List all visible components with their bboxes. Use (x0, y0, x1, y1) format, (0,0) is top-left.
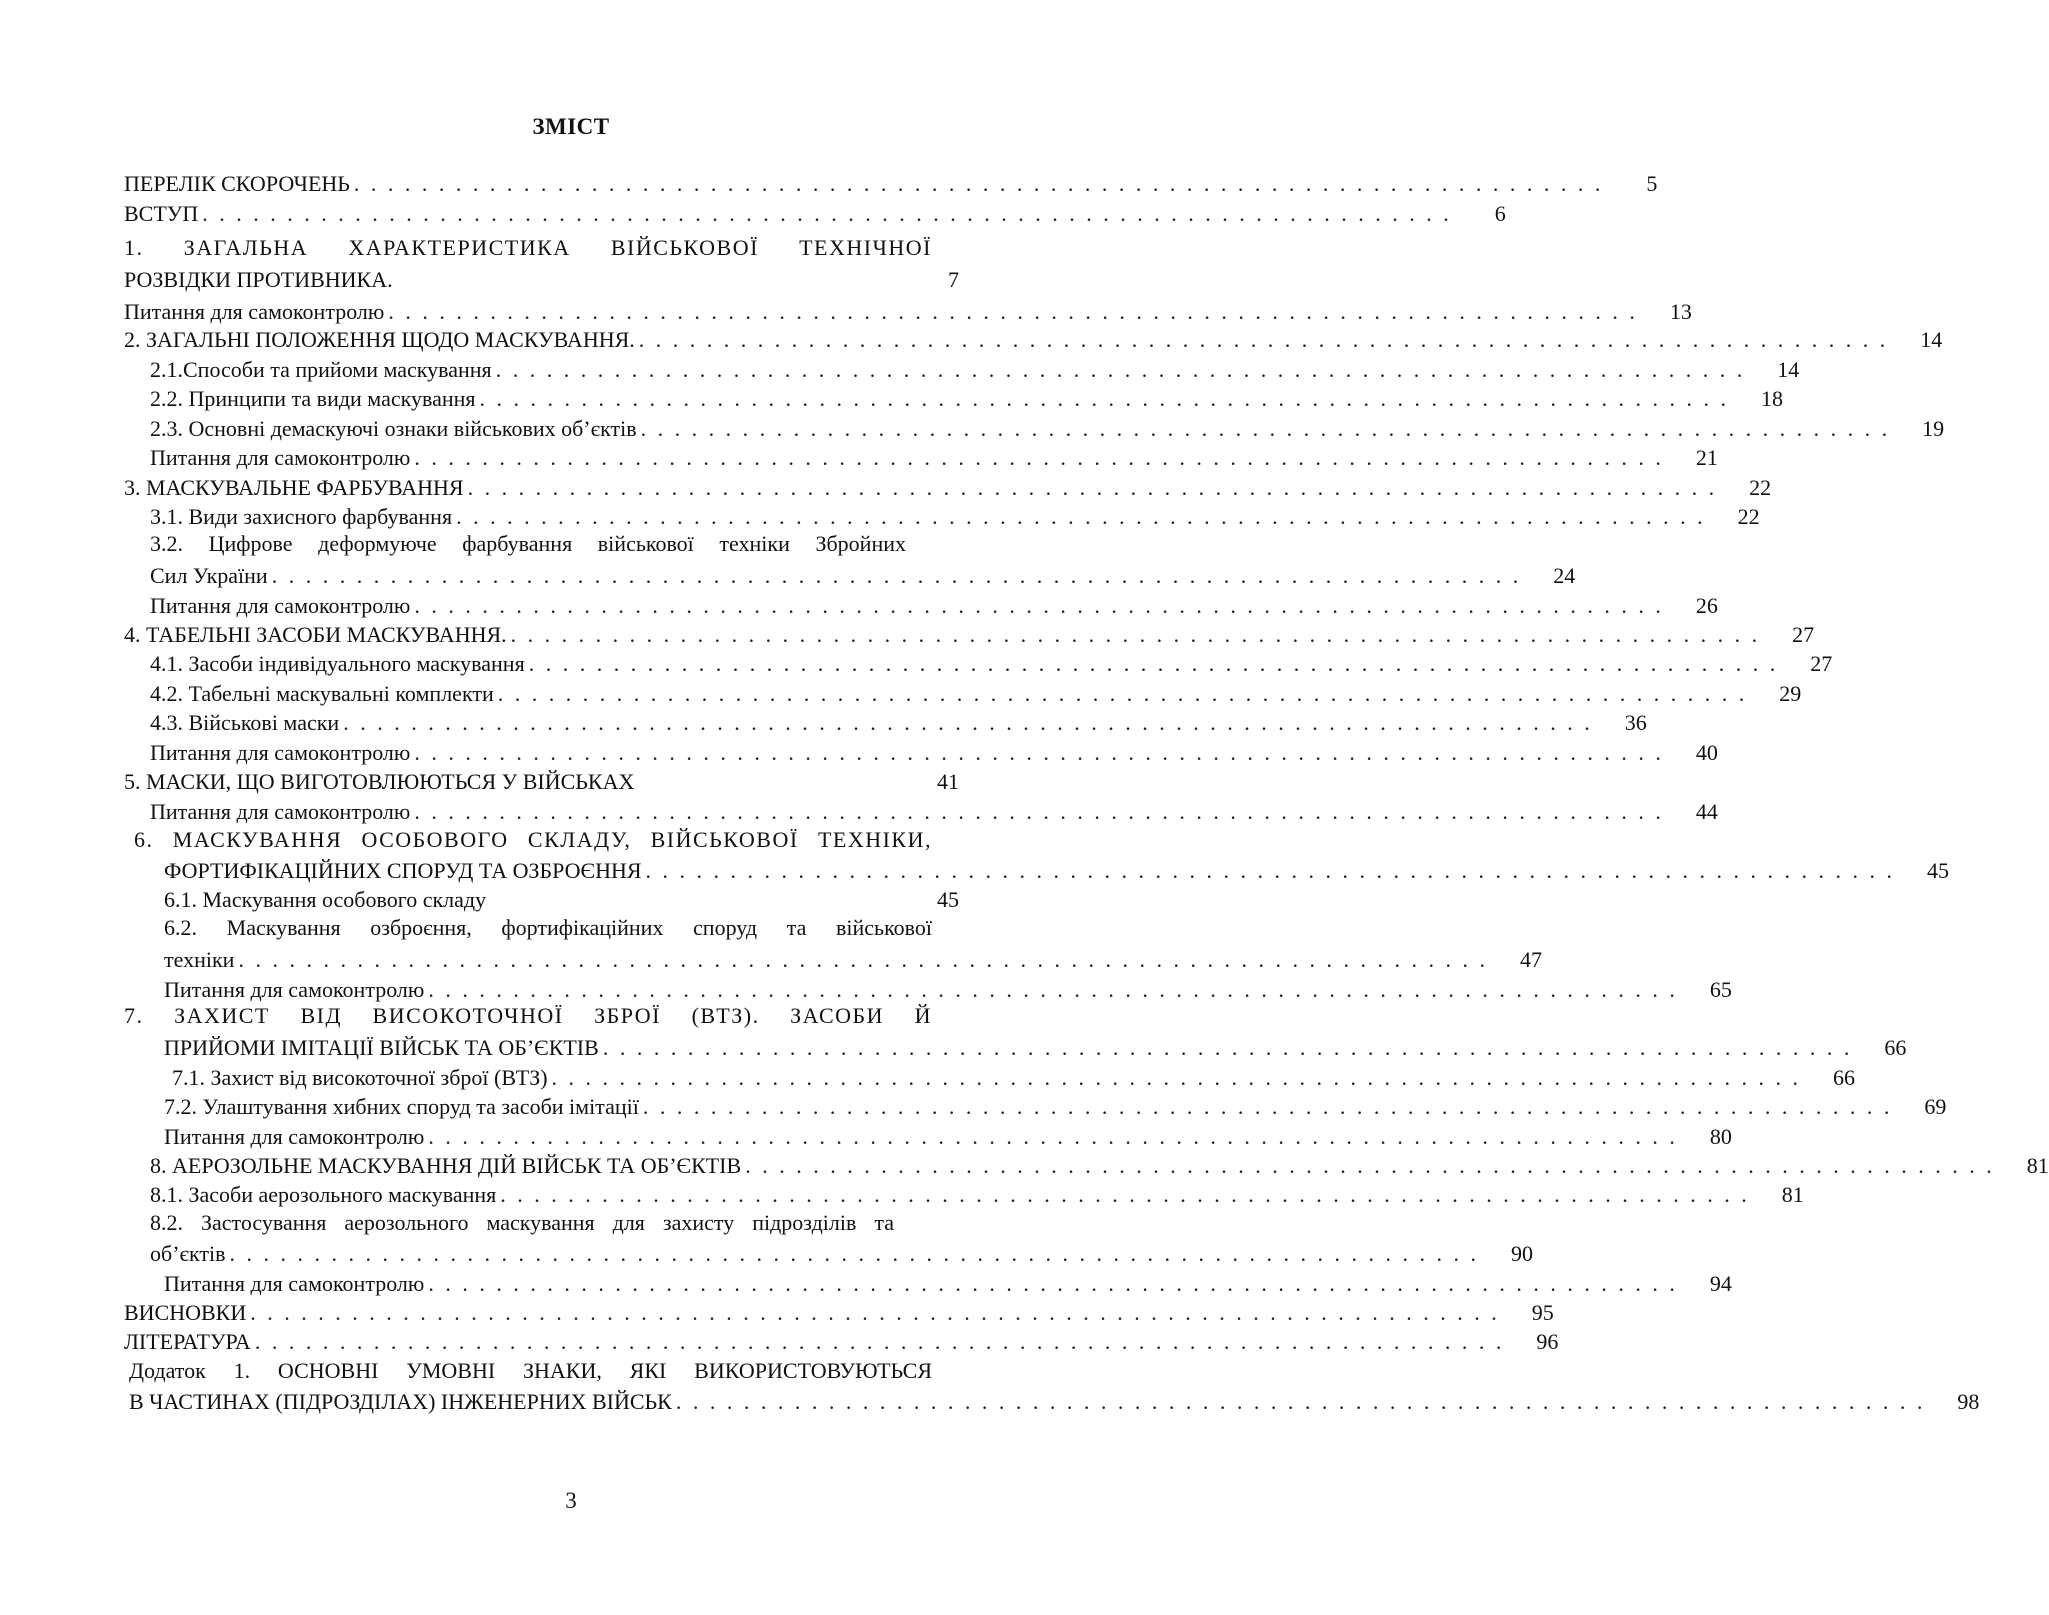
toc-entry[interactable] (164, 1121, 1732, 1151)
toc-entry-page: 21 (1695, 445, 1718, 470)
toc-entry-page: 27 (1810, 651, 1833, 676)
toc-entry-page: 65 (1709, 977, 1732, 1002)
dot-leader: . . . . . . . . . . . . . . . . . . . . . . . . . . . . . . . . . . . . . . . . . . . . . . . . . . . . . . . . . . . . . . . . . . . . . . . . . . (642, 1094, 1893, 1119)
toc-entry[interactable] (150, 796, 1718, 826)
toc-entry-page: 45 (1927, 858, 1950, 883)
toc-entry-page: 95 (1531, 1300, 1554, 1325)
dot-leader: . . . . . . . . . . . . . . . . . . . . . . . . . . . . . . . . . . . . . . . . . . . . . . . . . . . . . . . . . . . . . . . . . . . . . . . . . . (414, 740, 1664, 765)
dot-leader: . . . . . . . . . . . . . . . . . . . . . . . . . . . . . . . . . . . . . . . . . . . . . . . . . . . . . . . . . . . . . . . . . . . . . . . . . . (510, 622, 1761, 647)
dot-leader: . . . . . . . . . . . . . . . . . . . . . . . . . . . . . . . . . . . . . . . . . . . . . . . . . . . . . . . . . . . . . . . . . . . . . . . . . . (250, 1300, 1500, 1325)
toc-entry-title: Питання для самоконтролю (164, 977, 425, 1002)
toc-entry[interactable] (124, 472, 1772, 502)
toc-entry-title: Питання для самоконтролю (150, 740, 411, 765)
toc-entry-title: 2.3. Основні демаскуючі ознаки військових об’єктів (150, 416, 637, 441)
toc-entry-title: РОЗВІДКИ ПРОТИВНИКА. (124, 267, 393, 292)
toc-entry[interactable] (124, 168, 1658, 198)
toc-entry-page: 19 (1922, 416, 1945, 441)
toc-entry[interactable] (150, 737, 1718, 767)
toc-entry[interactable] (164, 974, 1732, 1004)
toc-entry[interactable] (164, 944, 1542, 974)
dot-leader: . . . . . . . . . . . . . . . . . . . . . . . . . . . . . . . . . . . . . . . . . . . . . . . . . . . . . . . . . . . . . . . . . . . . . . . . . . (254, 1329, 1505, 1354)
toc-entry[interactable] (150, 1238, 1533, 1268)
toc-entry[interactable] (150, 590, 1718, 620)
toc-entry-title: 4. ТАБЕЛЬНІ ЗАСОБИ МАСКУВАННЯ. (124, 622, 507, 647)
dot-leader: . . . . . . . . . . . . . . . . . . . . . . . . . . . . . . . . . . . . . . . . . . . . . . . . . . . . . . . . . . . . . . . . . . . . . . . . . . (428, 977, 1678, 1002)
toc-entry-title: ВИСНОВКИ (124, 1300, 247, 1325)
toc-entry[interactable] (150, 501, 1760, 531)
toc-entry[interactable] (150, 413, 1945, 443)
toc-entry-page: 14 (1777, 357, 1800, 382)
dot-leader: . . . . . . . . . . . . . . . . . . . . . . . . . . . . . . . . . . . . . . . . . . . . . . . . . . . . . . . . . . . . . . . . . . . . . . . . . . (479, 386, 1730, 411)
toc-entry-first-line[interactable]: 6. МАСКУВАННЯ ОСОБОВОГО СКЛАДУ, ВІЙСЬКОВОЇ ТЕХНІКИ, (134, 827, 932, 852)
toc-entry-page: 90 (1510, 1241, 1533, 1266)
dot-leader: . . . . . . . . . . . . . . . . . . . . . . . . . . . . . . . . . . . . . . . . . . . . . . . . . . . . . . . . . . . . . . . . . . . . . . . . . . (645, 858, 1896, 883)
toc-entry-page: 29 (1779, 681, 1802, 706)
toc-entry[interactable] (164, 884, 959, 914)
toc-entry[interactable] (150, 678, 1802, 708)
toc-entry-title: ВСТУП (124, 201, 199, 226)
toc-entry-page: 47 (1519, 947, 1542, 972)
toc-entry-title: Сил України (150, 563, 268, 588)
dot-leader: . . . . . . . . . . . . . . . . . . . . . . . . . . . . . . . . . . . . . . . . . . . . . . . . . . . . . . . . . . . . . . . . . . . . . . . . . . (500, 1182, 1750, 1207)
toc-entry-page: 6 (1494, 201, 1506, 226)
toc-entry-first-line[interactable]: Додаток 1. ОСНОВНІ УМОВНІ ЗНАКИ, ЯКІ ВИКОРИСТОВУЮТЬСЯ (129, 1358, 932, 1383)
toc-entry-title: ЛІТЕРАТУРА (124, 1329, 251, 1354)
toc-entry-title: техніки (164, 947, 235, 972)
toc-entry[interactable] (124, 766, 959, 796)
toc-entry-page: 5 (1646, 171, 1658, 196)
toc-entry-title: ФОРТИФІКАЦІЙНИХ СПОРУД ТА ОЗБРОЄННЯ (164, 858, 642, 883)
toc-entry[interactable] (164, 1091, 1947, 1121)
toc-entry-title: 7.2. Улаштування хибних споруд та засоби імітації (164, 1094, 639, 1119)
toc-entry[interactable] (124, 198, 1506, 228)
toc-entry-title: 2.1.Способи та прийоми маскування (150, 357, 492, 382)
toc-entry-page: 80 (1709, 1124, 1732, 1149)
dot-leader: . . . . . . . . . . . . . . . . . . . . . . . . . . . . . . . . . . . . . . . . . . . . . . . . . . . . . . . . . . . . . . . . . . . . . . . . . . (271, 563, 1522, 588)
toc-entry-page: 66 (1833, 1065, 1856, 1090)
dot-leader: . . . . . . . . . . . . . . . . . . . . . . . . . . . . . . . . . . . . . . . . . . . . . . . . . . . . . . . . . . . . . . . . . . . . . . . . . . (414, 593, 1664, 618)
toc-entry-first-line[interactable]: 6.2. Маскування озброєння, фортифікаційних споруд та військової (164, 915, 932, 940)
toc-entry-title: Питання для самоконтролю (164, 1124, 425, 1149)
toc-entry-title: 6.1. Маскування особового складу (164, 887, 487, 912)
toc-entry-title: ПЕРЕЛІК СКОРОЧЕНЬ (124, 171, 350, 196)
toc-entry-first-line[interactable]: 3.2. Цифрове деформуюче фарбування військової техніки Збройних (150, 531, 906, 556)
toc-entry[interactable] (150, 1150, 2049, 1180)
toc-entry-page: 98 (1957, 1389, 1980, 1414)
toc-entry[interactable] (129, 1386, 1980, 1416)
toc-entry-title: Питання для самоконтролю (164, 1271, 425, 1296)
toc-entry[interactable] (150, 707, 1647, 737)
toc-entry-title: 8. АЕРОЗОЛЬНЕ МАСКУВАННЯ ДІЙ ВІЙСЬК ТА ОБ’ЄКТІВ (150, 1153, 742, 1178)
toc-entry-page: 26 (1695, 593, 1718, 618)
toc-entry-page: 24 (1553, 563, 1576, 588)
toc-entry-page: 7 (948, 267, 959, 292)
toc-entry[interactable] (150, 1179, 1804, 1209)
toc-entry[interactable] (150, 383, 1784, 413)
dot-leader: . . . . . . . . . . . . . . . . . . . . . . . . . . . . . . . . . . . . . . . . . . . . . . . . . . . . . . . . . . . . . . . . . . . . . . . . . . (640, 416, 1891, 441)
toc-entry[interactable] (150, 560, 1576, 590)
toc-entry-title: 4.3. Військові маски (150, 710, 340, 735)
toc-entry-title: 2.2. Принципи та види маскування (150, 386, 476, 411)
toc-entry-page: 94 (1709, 1271, 1732, 1296)
toc-entry-title: Питання для самоконтролю (150, 445, 411, 470)
toc-entry[interactable] (150, 354, 1800, 384)
toc-entry-page: 40 (1695, 740, 1718, 765)
toc-entry-title: В ЧАСТИНАХ (ПІДРОЗДІЛАХ) ІНЖЕНЕРНИХ ВІЙСЬК (129, 1389, 672, 1414)
toc-entry-title: об’єктів (150, 1241, 226, 1266)
toc-entry[interactable] (164, 1268, 1732, 1298)
toc-entry-first-line[interactable]: 1. ЗАГАЛЬНА ХАРАКТЕРИСТИКА ВІЙСЬКОВОЇ ТЕХНІЧНОЇ (124, 235, 932, 260)
dot-leader: . . . . . . . . . . . . . . . . . . . . . . . . . . . . . . . . . . . . . . . . . . . . . . . . . . . . . . . . . . . . . . . . . . . . . . . . . . (602, 1035, 1853, 1060)
toc-entry[interactable] (124, 1297, 1554, 1327)
dot-leader: . . . . . . . . . . . . . . . . . . . . . . . . . . . . . . . . . . . . . . . . . . . . . . . . . . . . . . . . . . . . . . . . . . . . . . . . . . (745, 1153, 1995, 1178)
dot-leader: . . . . . . . . . . . . . . . . . . . . . . . . . . . . . . . . . . . . . . . . . . . . . . . . . . . . . . . . . . . . . . . . . . . . . . . . . . (353, 171, 1604, 196)
toc-entry-page: 81 (1781, 1182, 1804, 1207)
dot-leader: . . . . . . . . . . . . . . . . . . . . . . . . . . . . . . . . . . . . . . . . . . . . . . . . . . . . . . . . . . . . . . . . . . . . . . . . . . (428, 1124, 1678, 1149)
toc-entry-page: 69 (1924, 1094, 1947, 1119)
toc-entry-title: 3. МАСКУВАЛЬНЕ ФАРБУВАННЯ (124, 475, 464, 500)
toc-entry-page: 14 (1920, 327, 1943, 352)
toc-entry-page: 44 (1695, 799, 1718, 824)
toc-entry-title: Питання для самоконтролю (150, 799, 411, 824)
dot-leader: . . . . . . . . . . . . . . . . . . . . . . . . . . . . . . . . . . . . . . . . . . . . . . . . . . . . . . . . . . . . . . . . . . . . . . . . . . (456, 504, 1706, 529)
toc-entry-title: ПРИЙОМИ ІМІТАЦІЇ ВІЙСЬК ТА ОБ’ЄКТІВ (164, 1035, 599, 1060)
toc-entry-page: 22 (1737, 504, 1760, 529)
dot-leader: . . . . . . . . . . . . . . . . . . . . . . . . . . . . . . . . . . . . . . . . . . . . . . . . . . . . . . . . . . . . . . . . . . . . . . . . . . (495, 357, 1746, 382)
dot-leader: . . . . . . . . . . . . . . . . . . . . . . . . . . . . . . . . . . . . . . . . . . . . . . . . . . . . . . . . . . . . . . . . . . . . . . . . . . (497, 681, 1748, 706)
toc-entry-first-line[interactable]: 7. ЗАХИСТ ВІД ВИСОКОТОЧНОЇ ЗБРОЇ (ВТЗ). ЗАСОБИ Й (124, 1003, 932, 1028)
toc-entry[interactable] (124, 324, 1943, 354)
page-number: 3 (565, 1488, 577, 1513)
toc-entry-page: 96 (1536, 1329, 1559, 1354)
toc-entry-page: 66 (1884, 1035, 1907, 1060)
toc-entry-title: 7.1. Захист від високоточної зброї (ВТЗ) (172, 1065, 548, 1090)
toc-entry-title: 4.2. Табельні маскувальні комплекти (150, 681, 494, 706)
toc-entry[interactable] (164, 1032, 1907, 1062)
toc-entry-page: 13 (1669, 299, 1692, 324)
toc-entry-title: 5. МАСКИ, ЩО ВИГОТОВЛЮЮТЬСЯ У ВІЙСЬКАХ (124, 769, 635, 794)
dot-leader: . . . . . . . . . . . . . . . . . . . . . . . . . . . . . . . . . . . . . . . . . . . . . . . . . . . . . . . . . . . . . . . . . . . . . . . . . . (202, 201, 1452, 226)
toc-entry-page: 81 (2026, 1153, 2049, 1178)
dot-leader: . . . . . . . . . . . . . . . . . . . . . . . . . . . . . . . . . . . . . . . . . . . . . . . . . . . . . . . . . . . . . . . . . . . . . . . . . . (467, 475, 1718, 500)
toc-entry[interactable] (124, 264, 959, 294)
toc-entry-title: 8.1. Засоби аерозольного маскування (150, 1182, 497, 1207)
toc-entry-page: 22 (1749, 475, 1772, 500)
toc-entry[interactable] (150, 648, 1833, 678)
dot-leader: . . . . . . . . . . . . . . . . . . . . . . . . . . . . . . . . . . . . . . . . . . . . . . . . . . . . . . . . . . . . . . . . . . . . . . . . . . (414, 799, 1664, 824)
toc-entry[interactable] (172, 1062, 1856, 1092)
dot-leader: . . . . . . . . . . . . . . . . . . . . . . . . . . . . . . . . . . . . . . . . . . . . . . . . . . . . . . . . . . . . . . . . . . . . . . . . . . (675, 1389, 1926, 1414)
dot-leader: . . . . . . . . . . . . . . . . . . . . . . . . . . . . . . . . . . . . . . . . . . . . . . . . . . . . . . . . . . . . . . . . . . . . . . . . . . (638, 327, 1889, 352)
dot-leader: . . . . . . . . . . . . . . . . . . . . . . . . . . . . . . . . . . . . . . . . . . . . . . . . . . . . . . . . . . . . . . . . . . . . . . . . . . (238, 947, 1488, 972)
page-title: ЗМІСТ (532, 114, 610, 139)
toc-entry-page: 27 (1792, 622, 1815, 647)
toc-entry[interactable] (124, 1326, 1559, 1356)
toc-entry-page: 41 (937, 769, 959, 794)
dot-leader: . . . . . . . . . . . . . . . . . . . . . . . . . . . . . . . . . . . . . . . . . . . . . . . . . . . . . . . . . . . . . . . . . . . . . . . . . . (343, 710, 1593, 735)
toc-entry-title: 4.1. Засоби індивідуального маскування (150, 651, 525, 676)
toc-entry[interactable] (164, 855, 1950, 885)
dot-leader: . . . . . . . . . . . . . . . . . . . . . . . . . . . . . . . . . . . . . . . . . . . . . . . . . . . . . . . . . . . . . . . . . . . . . . . . . . (528, 651, 1779, 676)
toc-entry[interactable] (150, 442, 1718, 472)
dot-leader: . . . . . . . . . . . . . . . . . . . . . . . . . . . . . . . . . . . . . . . . . . . . . . . . . . . . . . . . . . . . . . . . . . . . . . . . . . (388, 299, 1638, 324)
toc-entry-title: Питання для самоконтролю (124, 299, 385, 324)
dot-leader: . . . . . . . . . . . . . . . . . . . . . . . . . . . . . . . . . . . . . . . . . . . . . . . . . . . . . . . . . . . . . . . . . . . . . . . . . . (229, 1241, 1479, 1266)
toc-entry-page: 36 (1624, 710, 1647, 735)
toc-entry-first-line[interactable]: 8.2. Застосування аерозольного маскування для захисту підрозділів та (150, 1210, 894, 1235)
toc-entry-title: 2. ЗАГАЛЬНІ ПОЛОЖЕННЯ ЩОДО МАСКУВАННЯ. (124, 327, 635, 352)
dot-leader: . . . . . . . . . . . . . . . . . . . . . . . . . . . . . . . . . . . . . . . . . . . . . . . . . . . . . . . . . . . . . . . . . . . . . . . . . . (428, 1271, 1678, 1296)
dot-leader: . . . . . . . . . . . . . . . . . . . . . . . . . . . . . . . . . . . . . . . . . . . . . . . . . . . . . . . . . . . . . . . . . . . . . . . . . . (414, 445, 1664, 470)
toc-entry[interactable] (124, 296, 1692, 326)
toc-entry[interactable] (124, 619, 1815, 649)
dot-leader: . . . . . . . . . . . . . . . . . . . . . . . . . . . . . . . . . . . . . . . . . . . . . . . . . . . . . . . . . . . . . . . . . . . . . . . . . . (551, 1065, 1802, 1090)
toc-entry-title: Питання для самоконтролю (150, 593, 411, 618)
toc-entry-page: 18 (1761, 386, 1784, 411)
toc-entry-page: 45 (937, 887, 959, 912)
toc-entry-title: 3.1. Види захисного фарбування (150, 504, 453, 529)
